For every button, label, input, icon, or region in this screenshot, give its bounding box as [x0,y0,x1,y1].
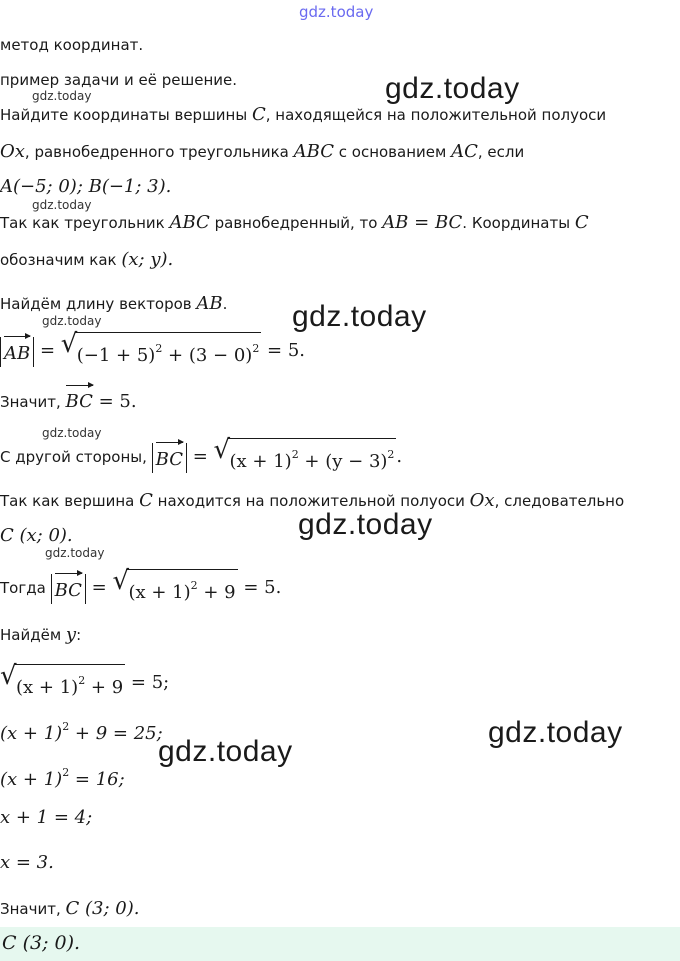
top-watermark: gdz.today [299,3,374,21]
formula-bc [0,435,403,477]
solution-text: Найдём длину векторов [0,295,197,313]
formula-ab [0,329,306,371]
watermark-large: gdz.today [298,508,433,541]
watermark-small: gdz.today [42,314,102,328]
math-c30: C (3; 0). [65,898,140,919]
vector-bc-label: BC [65,391,93,412]
task-text: , находящейся на положительной полуоси [265,106,607,124]
math-exp: 2 [387,448,395,461]
task-line-1 [0,105,606,125]
math-y: y [65,624,77,645]
math-exp: 2 [190,579,198,592]
math-exp: 2 [252,342,260,355]
step-5 [0,853,54,873]
task-text: , если [477,143,525,161]
solution-text: : [76,626,82,644]
math-term: (x + 1) [229,451,292,472]
math-eq: = [186,446,214,467]
math-C: C [139,490,153,511]
vector-ab-label: AB [4,342,31,364]
vector-bc-label: BC [54,579,82,601]
math-term: (x + 1) [16,677,79,698]
solution-line-6 [0,526,73,546]
solution-text: . Координаты [462,214,575,232]
math-term: + 9 = 25; [69,723,163,744]
math-C: C [574,212,589,233]
watermark-small: gdz.today [32,198,92,212]
math-C: C [251,104,266,125]
vector-ab [4,343,30,365]
solution-text: Тогда [0,579,51,597]
math-ABC: ABC [169,212,210,233]
abs-ab [0,337,34,367]
task-line-3 [0,177,171,197]
abs-bc [51,574,86,604]
math-Ox: Ox [0,141,25,162]
watermark-small: gdz.today [42,426,102,440]
solution-line-8 [0,899,139,919]
sqrt-ab: √ $(-1 + 5)^2 + (3 - 0)^2$ [60,329,260,366]
solution-line-7 [0,625,81,645]
topic-text: метод координат. [0,36,144,54]
watermark-large: gdz.today [158,735,293,768]
task-text: , равнобедренного треугольника [24,143,294,161]
subtitle-line [0,70,237,90]
math-term: (x + 1) [0,723,63,744]
watermark-large: gdz.today [292,300,427,333]
math-term: (−1 + 5) [76,345,156,366]
formula-then [0,566,282,608]
math-exp: 2 [62,720,70,733]
solution-text: С другой стороны, [0,448,152,466]
math-ABC: ABC [293,141,334,162]
solution-text: , следовательно [494,492,625,510]
math-term: = 5. [261,340,306,361]
subtitle-text: пример задачи и её решение. [0,71,238,89]
watermark-large: gdz.today [488,716,623,749]
topic-line [0,35,143,55]
solution-line-2 [0,250,173,270]
watermark-small: gdz.today [45,546,105,560]
vector-bc [66,392,93,412]
math-term: x + 1 = 4; [0,807,93,828]
vector-bc [55,580,82,602]
math-term: (x + 1) [0,769,63,790]
solution-text: равнобедренный, то [209,214,383,232]
math-exp: 2 [155,342,163,355]
solution-text: Так как вершина [0,492,140,510]
math-term: + 9 [85,677,124,698]
math-term: = 5. [237,577,282,598]
math-term: + 9 [197,582,236,603]
math-term: x = 3. [0,852,54,873]
math-cx0: C (x; 0). [0,525,73,546]
math-term: + (y − 3) [298,451,388,472]
math-term: = 5. [92,391,137,412]
math-Ox: Ox [469,490,495,511]
answer-box [0,927,680,961]
sqrt-step: √ $(x + 1)^2 + 9$ [0,661,124,698]
math-AB: AB [196,293,223,314]
math-exp: 2 [62,766,70,779]
solution-text: Значит, [0,393,66,411]
task-line-2 [0,142,524,162]
math-term: = 5; [125,672,170,693]
watermark-small: gdz.today [32,89,92,103]
solution-line-4 [0,392,137,412]
math-AC: AC [451,141,478,162]
solution-text: Найдём [0,626,66,644]
sqrt-then: √ $(x + 1)^2 + 9$ [112,566,236,603]
step-2 [0,717,163,744]
solution-text: Значит, [0,900,66,918]
math-xy: (x; y). [121,249,174,270]
task-text: Найдите координаты вершины [0,106,252,124]
solution-text: находится на положительной полуоси [152,492,470,510]
sqrt-bc: √ $(x + 1)^2 + (y - 3)^2$ [213,435,395,472]
solution-text: обозначим как [0,251,122,269]
watermark-large: gdz.today [385,72,520,105]
solution-text: . [222,295,228,313]
math-eq: = [34,340,61,361]
vector-bc [156,449,183,471]
task-text: с основанием [333,143,452,161]
step-1 [0,661,170,703]
solution-line-3 [0,294,227,314]
math-exp: 2 [78,674,86,687]
solution-text: Так как треугольник [0,214,170,232]
math-term: + (3 − 0) [162,345,253,366]
math-term: . [396,446,403,467]
answer-text: C (3; 0). [2,932,81,954]
math-term: = 16; [69,769,125,790]
math-eq: = [85,577,113,598]
math-term: (x + 1) [128,582,191,603]
abs-bc [152,443,187,473]
math-eq: AB = BC [382,212,463,233]
step-4 [0,808,92,828]
step-3 [0,763,125,790]
solution-line-1 [0,213,589,233]
math-points: A(−5; 0); B(−1; 3). [0,176,172,197]
math-exp: 2 [291,448,299,461]
vector-bc-label: BC [155,448,183,470]
